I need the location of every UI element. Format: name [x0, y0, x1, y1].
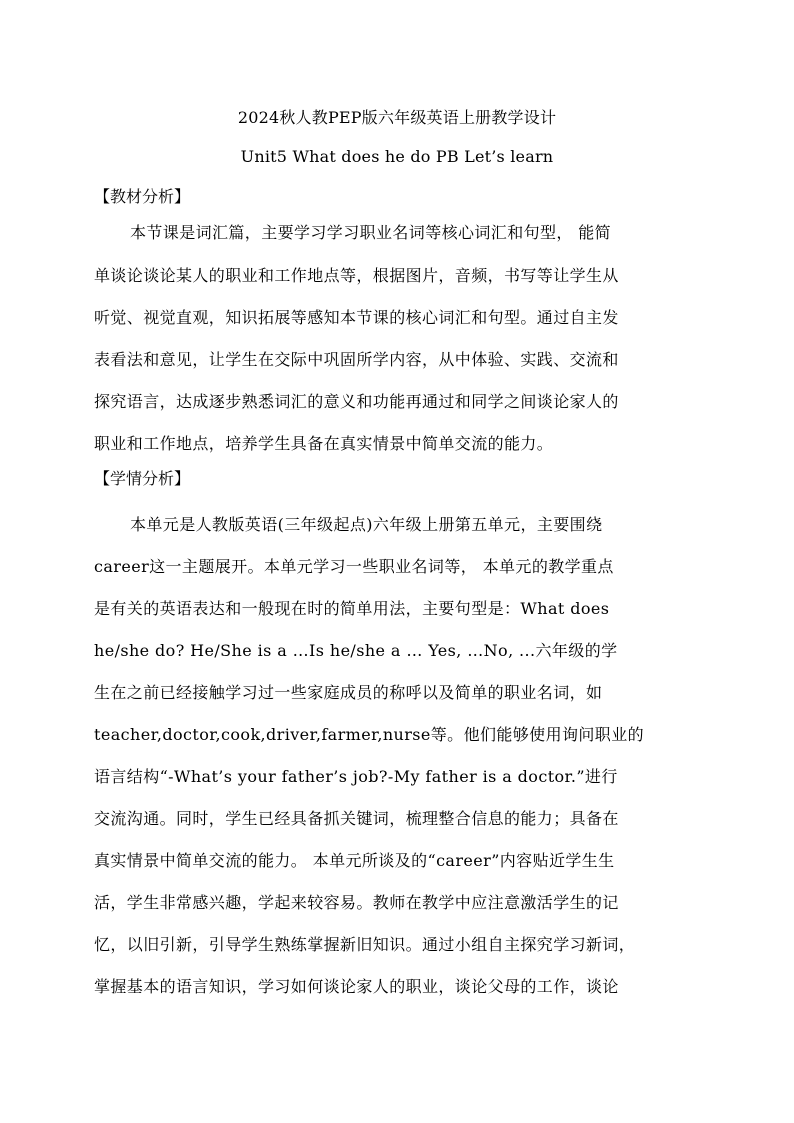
paragraph-line: 听觉、视觉直观，知识拓展等感知本节课的核心词汇和句型。通过自主发: [94, 308, 619, 327]
paragraph-line: teacher,doctor,cook,driver,farmer,nurse等。他们能够使用询问职业的: [94, 725, 644, 744]
paragraph-line: 忆，以旧引新，引导学生熟练掌握新旧知识。通过小组自主探究学习新词，: [94, 935, 636, 954]
paragraph-line: 单谈论谈论某人的职业和工作地点等，根据图片，音频，书写等让学生从: [94, 266, 619, 285]
paragraph-line: 真实情景中简单交流的能力。 本单元所谈及的“career”内容贴近学生生: [94, 851, 615, 870]
paragraph-line: 本单元是人教版英语(三年级起点)六年级上册第五单元，主要围绕: [130, 515, 603, 534]
paragraph-line: 是有关的英语表达和一般现在时的简单用法，主要句型是：What does: [94, 599, 610, 618]
paragraph-line: 表看法和意见，让学生在交际中巩固所学内容，从中体验、实践、交流和: [94, 350, 619, 369]
paragraph-line: 掌握基本的语言知识，学习如何谈论家人的职业，谈论父母的工作，谈论: [94, 977, 619, 996]
paragraph-line: 职业和工作地点，培养学生具备在真实情景中简单交流的能力。: [94, 434, 554, 453]
paragraph-line: 活，学生非常感兴趣，学起来较容易。教师在教学中应注意激活学生的记: [94, 893, 619, 912]
paragraph-line: 本节课是词汇篇，主要学习学习职业名词等核心词汇和句型， 能简: [130, 223, 612, 242]
paragraph-line: 探究语言，达成逐步熟悉词汇的意义和功能再通过和同学之间谈论家人的: [94, 392, 619, 411]
paragraph-line: career这一主题展开。本单元学习一些职业名词等， 本单元的教学重点: [94, 557, 614, 576]
document-subtitle: Unit5 What does he do PB Let’s learn: [240, 147, 554, 166]
paragraph-line: he/she do? He/She is a …Is he/she a … Yes, …No, ...六年级的学: [94, 641, 618, 660]
document-title: 2024秋人教PEP版六年级英语上册教学设计: [237, 108, 557, 127]
paragraph-line: 生在之前已经接触学习过一些家庭成员的称呼以及简单的职业名词，如: [94, 683, 603, 702]
paragraph-line: 交流沟通。同时，学生已经具备抓关键词，梳理整合信息的能力；具备在: [94, 809, 619, 828]
paragraph-line: 语言结构“-What’s your father’s job?-My father is a doctor.”进行: [94, 767, 618, 786]
section-heading-student-analysis: 【学情分析】: [94, 469, 191, 488]
section-heading-material-analysis: 【教材分析】: [94, 187, 191, 206]
